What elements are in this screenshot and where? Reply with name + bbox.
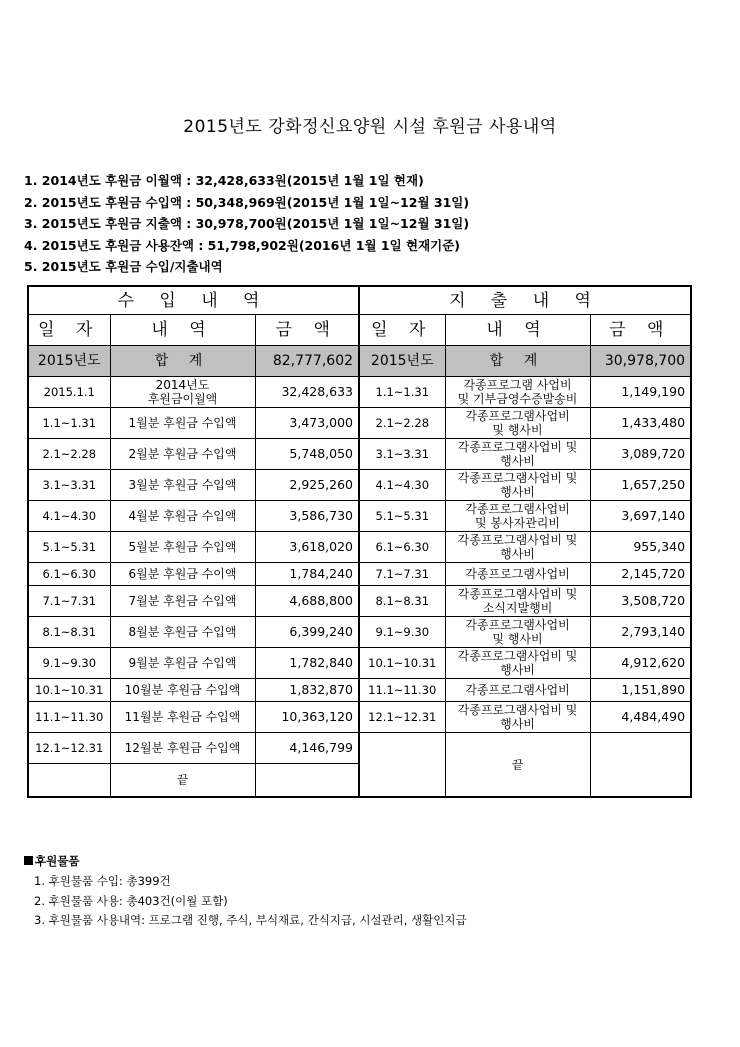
expense-date: 5.1~5.31 — [359, 501, 445, 532]
expense-end-mark: 끝 — [445, 733, 590, 798]
expense-description: 각종프로그램사업비 및 봉사자관리비 — [445, 501, 590, 532]
table-row — [28, 501, 691, 532]
expense-amount: 3,697,140 — [590, 501, 691, 532]
expense-amount-header: 금 액 — [590, 315, 691, 346]
income-date-header: 일 자 — [28, 315, 110, 346]
income-description: 8월분 후원금 수입액 — [110, 617, 255, 648]
expense-description: 각종프로그램사업비 및 행사비 — [445, 702, 590, 733]
income-description: 4월분 후원금 수입액 — [110, 501, 255, 532]
table-row — [28, 648, 691, 679]
income-description: 10월분 후원금 수입액 — [110, 679, 255, 702]
expense-amount: 1,151,890 — [590, 679, 691, 702]
expense-total-amount: 30,978,700 — [590, 346, 691, 377]
expense-description: 각종프로그램사업비 및 행사비 — [445, 532, 590, 563]
table-row — [28, 532, 691, 563]
income-description: 11월분 후원금 수입액 — [110, 702, 255, 733]
income-amount: 5,748,050 — [255, 439, 359, 470]
income-description: 5월분 후원금 수입액 — [110, 532, 255, 563]
summary-carryover: 1. 2014년도 후원금 이월액 : 32,428,633원(2015년 1월 1일 현재) — [24, 173, 424, 188]
income-description: 1월분 후원금 수입액 — [110, 408, 255, 439]
income-amount: 1,832,870 — [255, 679, 359, 702]
income-desc-header: 내 역 — [110, 315, 255, 346]
income-description: 9월분 후원금 수입액 — [110, 648, 255, 679]
income-description: 12월분 후원금 수입액 — [110, 733, 255, 764]
income-amount: 4,146,799 — [255, 733, 359, 764]
expense-date: 8.1~8.31 — [359, 586, 445, 617]
table-row — [28, 733, 691, 764]
income-date: 4.1~4.30 — [28, 501, 110, 532]
income-amount: 1,784,240 — [255, 563, 359, 586]
income-date: 10.1~10.31 — [28, 679, 110, 702]
expense-description: 각종프로그램사업비 및 소식지발행비 — [445, 586, 590, 617]
income-date: 8.1~8.31 — [28, 617, 110, 648]
expense-total-label: 합 계 — [445, 346, 590, 377]
income-date: 12.1~12.31 — [28, 733, 110, 764]
summary-balance: 4. 2015년도 후원금 사용잔액 : 51,798,902원(2016년 1월 1일 현재기준) — [24, 237, 461, 253]
expense-date: 11.1~11.30 — [359, 679, 445, 702]
income-amount: 2,925,260 — [255, 470, 359, 501]
expense-description: 각종프로그램사업비 및 행사비 — [445, 408, 590, 439]
income-date: 2.1~2.28 — [28, 439, 110, 470]
summary-breakdown-heading: 5. 2015년도 후원금 수입/지출내역 — [24, 259, 223, 274]
expense-amount: 4,912,620 — [590, 648, 691, 679]
table-row — [28, 470, 691, 501]
expense-total-year: 2015년도 — [359, 346, 445, 377]
income-amount: 3,618,020 — [255, 532, 359, 563]
summary-income: 2. 2015년도 후원금 수입액 : 50,348,969원(2015년 1월 1일~12월 31일) — [24, 194, 470, 210]
expense-description: 각종프로그램 사업비 및 기부금영수증발송비 — [445, 377, 590, 408]
expense-description: 각종프로그램사업비 및 행사비 — [445, 439, 590, 470]
expense-amount: 1,149,190 — [590, 377, 691, 408]
table-row — [28, 563, 691, 586]
expense-amount: 3,089,720 — [590, 439, 691, 470]
expense-date-empty — [359, 733, 445, 798]
income-expense-table — [27, 285, 692, 798]
income-description: 6월분 후원금 수이액 — [110, 563, 255, 586]
expense-date: 1.1~1.31 — [359, 377, 445, 408]
expense-date: 2.1~2.28 — [359, 408, 445, 439]
income-date: 7.1~7.31 — [28, 586, 110, 617]
donated-goods-list — [24, 872, 467, 931]
expense-section-header: 지 출 내 역 — [359, 286, 691, 315]
expense-description: 각종프로그램사업비 및 행사비 — [445, 470, 590, 501]
income-amount: 3,473,000 — [255, 408, 359, 439]
income-date-empty — [28, 764, 110, 798]
expense-description: 각종프로그램사업비 및 행사비 — [445, 617, 590, 648]
table-row — [28, 439, 691, 470]
income-description: 2월분 후원금 수입액 — [110, 439, 255, 470]
income-total-year: 2015년도 — [28, 346, 110, 377]
income-amount: 32,428,633 — [255, 377, 359, 408]
income-amount-header: 금 액 — [255, 315, 359, 346]
square-bullet-icon — [24, 856, 33, 865]
income-amount-empty — [255, 764, 359, 798]
expense-amount: 2,145,720 — [590, 563, 691, 586]
income-amount: 6,399,240 — [255, 617, 359, 648]
expense-amount: 4,484,490 — [590, 702, 691, 733]
table-row — [28, 586, 691, 617]
expense-date: 6.1~6.30 — [359, 532, 445, 563]
income-total-amount: 82,777,602 — [255, 346, 359, 377]
income-end-mark: 끝 — [110, 764, 255, 798]
income-section-header: 수 입 내 역 — [28, 286, 359, 315]
expense-date-header: 일 자 — [359, 315, 445, 346]
income-description: 2014년도 후원금이월액 — [110, 377, 255, 408]
expense-amount: 955,340 — [590, 532, 691, 563]
income-date: 2015.1.1 — [28, 377, 110, 408]
income-description: 3월분 후원금 수입액 — [110, 470, 255, 501]
expense-date: 4.1~4.30 — [359, 470, 445, 501]
section-header-row — [28, 286, 691, 315]
donated-goods-notes — [24, 852, 467, 931]
donated-goods-used: 2. 후원물품 사용: 총403건(이월 포함) — [34, 893, 228, 908]
expense-desc-header: 내 역 — [445, 315, 590, 346]
summary-expense: 3. 2015년도 후원금 지출액 : 30,978,700원(2015년 1월 1일~12월 31일) — [24, 216, 470, 231]
donated-goods-usage: 3. 후원물품 사용내역: 프로그램 진행, 주식, 부식재료, 간식지급, 시설관리, 생활인지급 — [34, 913, 467, 927]
income-date: 6.1~6.30 — [28, 563, 110, 586]
income-date: 11.1~11.30 — [28, 702, 110, 733]
table-row — [28, 617, 691, 648]
income-amount: 4,688,800 — [255, 586, 359, 617]
summary-list — [24, 170, 469, 278]
table-row — [28, 679, 691, 702]
income-amount: 3,586,730 — [255, 501, 359, 532]
expense-date: 12.1~12.31 — [359, 702, 445, 733]
expense-description: 각종프로그램사업비 — [445, 563, 590, 586]
income-description: 7월분 후원금 수입액 — [110, 586, 255, 617]
donated-goods-heading: 후원물품 — [24, 852, 467, 870]
expense-amount: 3,508,720 — [590, 586, 691, 617]
expense-description: 각종프로그램사업비 — [445, 679, 590, 702]
table-row — [28, 377, 691, 408]
total-row — [28, 346, 691, 377]
expense-date: 9.1~9.30 — [359, 617, 445, 648]
page-title: 2015년도 강화정신요양원 시설 후원금 사용내역 — [183, 117, 557, 137]
expense-date: 3.1~3.31 — [359, 439, 445, 470]
income-date: 5.1~5.31 — [28, 532, 110, 563]
expense-amount: 1,657,250 — [590, 470, 691, 501]
donated-goods-received: 1. 후원물품 수입: 총399건 — [34, 874, 171, 888]
expense-amount: 2,793,140 — [590, 617, 691, 648]
income-date: 1.1~1.31 — [28, 408, 110, 439]
income-date: 9.1~9.30 — [28, 648, 110, 679]
expense-amount-empty — [590, 733, 691, 798]
table-row — [28, 702, 691, 733]
income-amount: 1,782,840 — [255, 648, 359, 679]
column-header-row — [28, 315, 691, 346]
expense-date: 7.1~7.31 — [359, 563, 445, 586]
expense-amount: 1,433,480 — [590, 408, 691, 439]
expense-date: 10.1~10.31 — [359, 648, 445, 679]
income-amount: 10,363,120 — [255, 702, 359, 733]
expense-description: 각종프로그램사업비 및 행사비 — [445, 648, 590, 679]
table-row — [28, 408, 691, 439]
income-total-label: 합 계 — [110, 346, 255, 377]
income-date: 3.1~3.31 — [28, 470, 110, 501]
